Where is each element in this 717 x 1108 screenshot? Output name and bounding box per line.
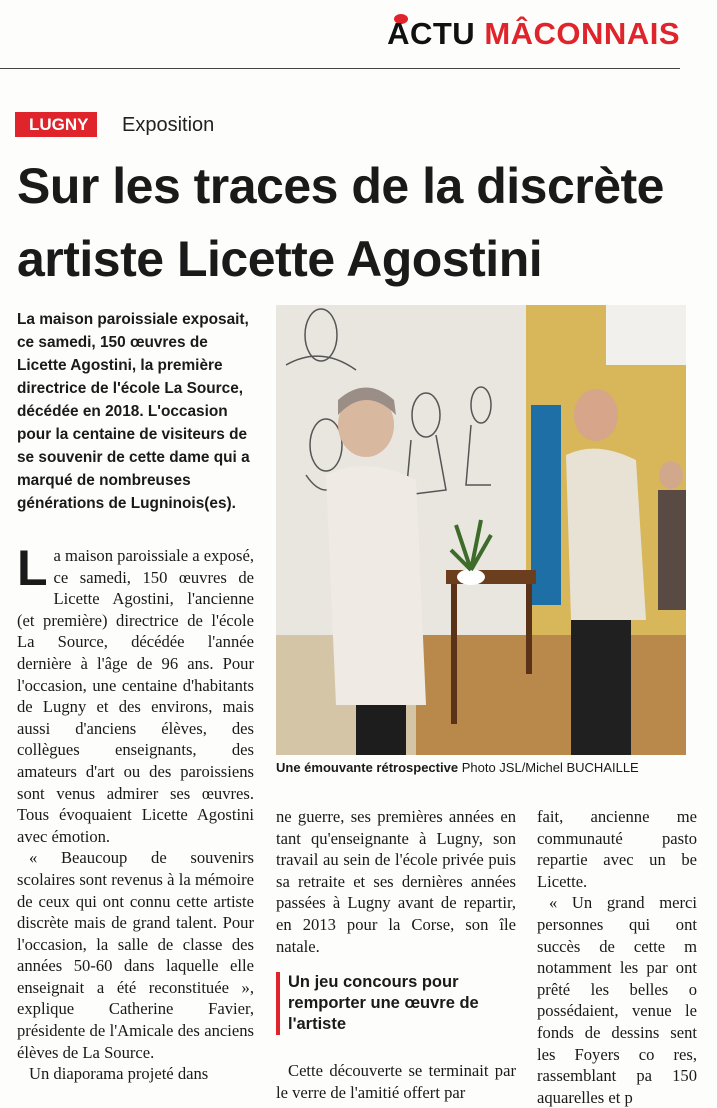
paragraph-3: Un diaporama projeté dans (29, 1064, 209, 1084)
article-column-2-continued (276, 1060, 516, 1103)
article-column-2 (276, 806, 516, 957)
paragraph-2: « Beaucoup de souvenirs scolaires sont revenus à la mémoire de ceux qui ont connu cette artiste discrète mais de grand talent. Pour l'occasion, la salle de classe des années 50-60 dans laquelle elle enseignait a été reconstituée », explique Catherine Favier, présidente de l'Amicale des anciens élèves de La Source. (17, 848, 254, 1062)
article-lead: La maison paroissiale exposait, ce samedi, 150 œuvres de Licette Agostini, la première directrice de l'école La Source, décédée en 2018. L'occasion pour la centaine de visiteurs de se souvenir de cette dame qui a marqué de nombreuses générations de Lugninois(es). (17, 311, 250, 512)
article-column-3 (537, 806, 697, 1108)
column-2-paragraph-2: Cette découverte se terminait par le verre de l'amitié offert par (276, 1061, 516, 1102)
header-divider (0, 68, 680, 69)
paragraph-1: La maison paroissiale a exposé, ce samedi, 150 œuvres de Licette Agostini, l'ancienne (et première) directrice de l'école La Source, décédée l'année dernière à l'âge de 96 ans. Pour l'occasion, une centaine d'habitants de Lugny et des environs, mais aussi d'anciens élèves, des collègues enseignants, des amateurs d'art ou des paroissiens sont venus admirer ses œuvres. Tous évoquaient Licette Agostini avec émotion. (17, 540, 254, 846)
rubric-label: Exposition (122, 114, 215, 136)
caption-credit: Photo JSL/Michel BUCHAILLE (461, 760, 639, 775)
headline-line-1: Sur les traces de la discrète (17, 158, 664, 214)
article-photo (276, 305, 686, 755)
section-title-actu: ACTU (387, 16, 476, 51)
drop-cap: L (17, 540, 48, 596)
column-3-paragraph-2: « Un grand merci personnes qui ont succès de cette m notamment les par ont prêté les belles o possédaient, venue le fonds de dessins sent les Foyers co res, rassemblant pa 150 aquarelles et p (537, 893, 697, 1107)
location-tag: LUGNY (15, 112, 97, 137)
article-subhead: Un jeu concours pour remporter une œuvre de l'artiste (276, 972, 526, 1035)
column-3-paragraph-1: fait, ancienne me communauté pasto repartie avec un be Licette. (537, 807, 697, 891)
exhibition-photo-image (276, 305, 686, 755)
article-column-1 (17, 540, 254, 1085)
column-2-paragraph-1: ne guerre, ses premières années en tant qu'enseignante à Lugny, son travail au sein de l'école privée puis sa retraite et ses dernières années passées à Lugny avant de repartir, en 2013 pour la Corse, son île natale. (276, 807, 516, 956)
section-title-maconnais: MÂCONNAIS (484, 16, 680, 51)
headline-line-2: artiste Licette Agostini (17, 231, 543, 287)
section-title (387, 16, 680, 52)
photo-caption (276, 760, 686, 775)
page-header (0, 0, 680, 70)
article-headline (17, 150, 717, 296)
caption-title: Une émouvante rétrospective (276, 760, 459, 775)
